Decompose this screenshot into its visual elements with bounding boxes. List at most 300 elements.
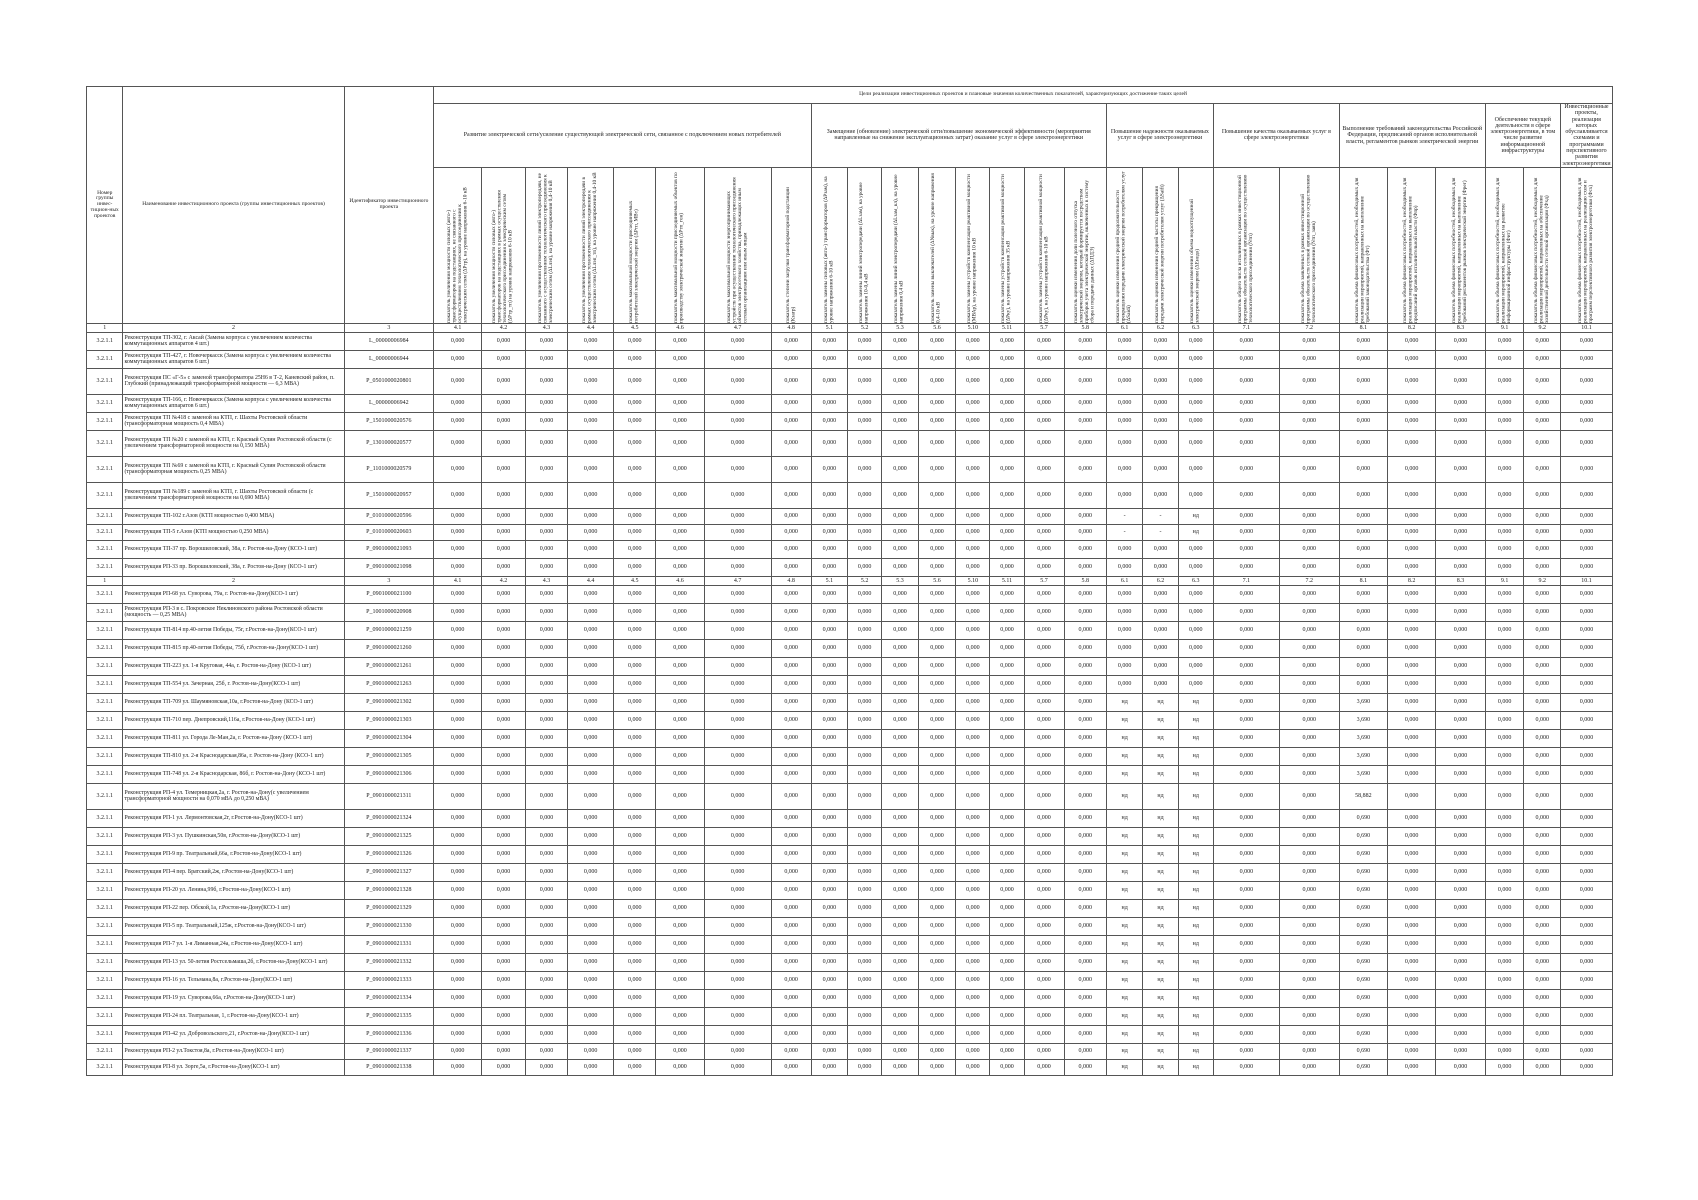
indicator-value-cell: 0,000	[1279, 508, 1339, 524]
indicator-value-cell: 0,000	[918, 729, 956, 747]
indicator-value-cell: 0,000	[1279, 657, 1339, 675]
indicator-value-cell: 0,000	[848, 394, 882, 412]
table-row	[87, 603, 1613, 621]
header-indicator-text: показатель объема финансовых потребностей, необходимых для реализации мероприятий, направленных на обеспечение хозяйственной деятельности сетевой организации (Фхд)	[1532, 177, 1550, 323]
table-row	[87, 368, 1613, 394]
indicator-value-cell: 0,000	[704, 693, 771, 711]
indicator-value-cell: 0,000	[1024, 412, 1064, 430]
indicator-value-cell: 0,000	[1213, 917, 1279, 935]
project-name-cell: Реконструкция ТП-810 ул. 2-я Краснодарская,86а, г. Ростов-на-Дону (КСО-1 шт)	[123, 747, 344, 765]
indicator-value-cell: 0,000	[1485, 1025, 1524, 1043]
indicator-value-cell: 0,000	[956, 1007, 990, 1025]
indicator-value-cell: 0,000	[1213, 971, 1279, 989]
indicator-value-cell: 0,000	[918, 971, 956, 989]
indicator-value-cell: 0,000	[1524, 350, 1560, 368]
indicator-value-cell: 0,000	[882, 809, 918, 827]
indicator-value-cell: 0,000	[771, 989, 811, 1007]
indicator-value-cell: 0,000	[614, 935, 656, 953]
indicator-value-cell: 0,000	[1485, 935, 1524, 953]
indicator-value-cell: 0,000	[1388, 412, 1436, 430]
project-name-cell: Реконструкция ТП №69 с заменой на КТП, г. Красный Сулин Ростовской области (трансформаторная мощность 0,25 МВА)	[123, 456, 344, 482]
project-name-cell: Реконструкция РП-68 ул. Суворова, 79а, г. Ростов-на-Дону(КСО-1 шт)	[123, 585, 344, 603]
header-indicator-text: показатель объема заявленных в рамках инвестиционной программы обязательств сетевой организации по осуществлению технологического присоединения (Nтп_заяв)	[1299, 174, 1318, 323]
indicator-value-cell: 0,000	[614, 953, 656, 971]
indicator-value-cell: 0,000	[1024, 430, 1064, 456]
indicator-value-cell: 0,000	[1106, 558, 1142, 576]
indicator-value-cell: 0,000	[1388, 657, 1436, 675]
indicator-value-cell: 0,000	[1436, 729, 1485, 747]
header-indicator-text: показатель замены силовых (авто-) трансформаторов (ΔPзам), на уровне напряжения 6-10 кВ	[822, 176, 835, 323]
indicator-value-cell: 0,000	[1388, 621, 1436, 639]
indicator-value-cell: 0,000	[1213, 332, 1279, 350]
project-id-cell: P_0901000021328	[344, 881, 433, 899]
indicator-value-cell: 0,000	[1213, 540, 1279, 558]
indicator-value-cell: 0,000	[811, 917, 847, 935]
indicator-value-cell: 0,000	[525, 585, 567, 603]
indicator-value-cell: 0,000	[1213, 863, 1279, 881]
indicator-value-cell: 0,000	[704, 332, 771, 350]
indicator-value-cell: 0,000	[1524, 827, 1560, 845]
indicator-value-cell: 0,000	[990, 935, 1024, 953]
indicator-value-cell: 0,000	[1485, 657, 1524, 675]
indicator-value-cell: 0,000	[848, 585, 882, 603]
project-name-cell: Реконструкция ТП-427, г. Новочеркасск (Замена корпуса с увеличением количества коммутационных аппаратов 6 шт.)	[123, 350, 344, 368]
indicator-value-cell: 0,000	[1524, 881, 1560, 899]
indicator-value-cell: 0,000	[1339, 508, 1387, 524]
header-indicator-text: показатель объема финансовых потребностей, необходимых для реализации мероприятий, направленных на выполнение требований регламентов рынков электрической энергии (Фрег)	[1451, 177, 1469, 323]
indicator-value-cell: 0,000	[1213, 621, 1279, 639]
indicator-value-cell: 0,000	[1388, 1025, 1436, 1043]
indicator-value-cell: 0,000	[525, 482, 567, 508]
indicator-value-cell: 0,000	[434, 899, 482, 917]
indicator-value-cell: 0,000	[525, 917, 567, 935]
project-id-cell: P_1001000020908	[344, 603, 433, 621]
indicator-value-cell: 0,000	[1279, 783, 1339, 809]
indicator-value-cell: 0,000	[848, 863, 882, 881]
column-number: 4.2	[482, 323, 526, 332]
indicator-value-cell: нд	[1143, 989, 1178, 1007]
indicator-value-cell: 0,000	[1485, 332, 1524, 350]
indicator-value-cell: 0,000	[882, 540, 918, 558]
indicator-value-cell: нд	[1178, 863, 1213, 881]
indicator-value-cell: нд	[1106, 845, 1142, 863]
table-row	[87, 350, 1613, 368]
group-number-cell: 3.2.1.1	[87, 639, 123, 657]
indicator-value-cell: 0,000	[1436, 845, 1485, 863]
indicator-value-cell: 0,000	[525, 558, 567, 576]
indicator-value-cell: 0,000	[704, 639, 771, 657]
indicator-value-cell: нд	[1143, 881, 1178, 899]
project-id-cell: 3	[344, 576, 433, 585]
indicator-value-cell: 0,000	[525, 1025, 567, 1043]
indicator-value-cell: 0,000	[1436, 711, 1485, 729]
indicator-value-cell: 0,000	[956, 845, 990, 863]
column-number: 5.8	[1064, 323, 1106, 332]
indicator-value-cell: 0,000	[1178, 456, 1213, 482]
indicator-value-cell: 0,000	[1388, 482, 1436, 508]
indicator-value-cell: 0,000	[704, 657, 771, 675]
indicator-value-cell: 0,000	[990, 657, 1024, 675]
indicator-value-cell: 0,000	[1143, 558, 1178, 576]
indicator-value-cell: 0,000	[704, 621, 771, 639]
indicator-value-cell: 0,000	[1106, 412, 1142, 430]
indicator-value-cell: 0,000	[1279, 639, 1339, 657]
column-number: 6.2	[1143, 323, 1178, 332]
header-indicator	[1524, 167, 1560, 323]
indicator-value-cell: 0,000	[525, 1043, 567, 1059]
indicator-value-cell: 0,000	[990, 693, 1024, 711]
header-indicator-text: показатель объема финансовых потребностей, необходимых для реализации мероприятий, направленных на выполнение предписаний органов исполнительной власти (Фпр)	[1402, 177, 1420, 323]
group-number-cell: 3.2.1.1	[87, 881, 123, 899]
indicator-value-cell: 0,000	[882, 482, 918, 508]
indicator-value-cell: 0,000	[1388, 332, 1436, 350]
indicator-value-cell: 0,000	[956, 747, 990, 765]
indicator-value-cell: 0,000	[525, 953, 567, 971]
indicator-value-cell: нд	[1178, 827, 1213, 845]
indicator-value-cell: 0,000	[1064, 989, 1106, 1007]
indicator-value-cell: 0,000	[990, 540, 1024, 558]
indicator-value-cell: 0,000	[656, 350, 704, 368]
indicator-value-cell: 0,000	[434, 863, 482, 881]
indicator-value-cell: 0,000	[990, 827, 1024, 845]
indicator-value-cell: 0,000	[1388, 1043, 1436, 1059]
indicator-value-cell: 0,000	[848, 711, 882, 729]
indicator-value-cell: 0,000	[1178, 332, 1213, 350]
project-id-cell: P_0901000021304	[344, 729, 433, 747]
header-indicator	[1436, 167, 1485, 323]
project-id-cell: P_0901000021331	[344, 935, 433, 953]
indicator-value-cell: 0,000	[704, 456, 771, 482]
indicator-value-cell: 0,000	[1388, 368, 1436, 394]
header-indicator	[525, 167, 567, 323]
indicator-value-cell: 0,000	[1024, 621, 1064, 639]
column-number: 4.3	[525, 323, 567, 332]
header-indicator	[1024, 167, 1064, 323]
indicator-value-cell: 0,000	[656, 603, 704, 621]
indicator-value-cell: 0,000	[568, 585, 614, 603]
indicator-value-cell: 0,000	[811, 765, 847, 783]
indicator-value-cell: 0,000	[1024, 508, 1064, 524]
indicator-value-cell: 0,000	[525, 863, 567, 881]
indicator-value-cell: 0,000	[811, 809, 847, 827]
indicator-value-cell: 0,000	[848, 1007, 882, 1025]
indicator-value-cell: 0,000	[1064, 657, 1106, 675]
indicator-value-cell: 0,000	[1388, 765, 1436, 783]
indicator-value-cell: нд	[1178, 953, 1213, 971]
indicator-value-cell: 0,000	[1436, 508, 1485, 524]
column-number: 4.1	[434, 323, 482, 332]
indicator-value-cell: 0,000	[811, 621, 847, 639]
indicator-value-cell: 0,000	[1106, 621, 1142, 639]
indicator-value-cell: 0,000	[568, 524, 614, 540]
group-number-cell: 3.2.1.1	[87, 621, 123, 639]
indicator-value-cell: 0,690	[1339, 989, 1387, 1007]
indicator-value-cell: 0,000	[1560, 350, 1612, 368]
indicator-value-cell: 0,000	[1064, 350, 1106, 368]
indicator-value-cell: 0,000	[1560, 809, 1612, 827]
indicator-value-cell: 0,000	[882, 508, 918, 524]
indicator-value-cell: 0,000	[882, 603, 918, 621]
indicator-value-cell: 0,000	[956, 350, 990, 368]
indicator-value-cell: 0,000	[1560, 603, 1612, 621]
indicator-value-cell: 0,000	[1064, 953, 1106, 971]
table-row	[87, 827, 1613, 845]
indicator-value-cell: 0,000	[1524, 989, 1560, 1007]
indicator-value-cell: 0,000	[956, 971, 990, 989]
indicator-value-cell: 0,000	[848, 1059, 882, 1075]
indicator-value-cell: 3,690	[1339, 747, 1387, 765]
indicator-value-cell: 0,000	[614, 809, 656, 827]
indicator-value-cell: 0,000	[918, 332, 956, 350]
indicator-value-cell: 4.3	[525, 576, 567, 585]
indicator-value-cell: 0,000	[882, 953, 918, 971]
indicator-value-cell: 0,000	[482, 711, 526, 729]
indicator-value-cell: 0,000	[614, 881, 656, 899]
header-indicator-text: показатель объема финансовых потребностей, необходимых для реализации мероприятий, направленных на реализацию схем и программ перспективного развития электроэнергетики (Фсх)	[1577, 177, 1595, 323]
indicator-value-cell: 0,000	[918, 585, 956, 603]
indicator-value-cell: 0,000	[918, 1059, 956, 1075]
indicator-value-cell: 0,000	[990, 430, 1024, 456]
project-name-cell: Реконструкция ТП-302, г. Аксай (Замена корпуса с увеличением количества коммутационных аппаратов 4 шт.)	[123, 332, 344, 350]
group-number-cell: 3.2.1.1	[87, 729, 123, 747]
indicator-value-cell: 0,000	[1388, 935, 1436, 953]
indicator-value-cell: 0,000	[704, 845, 771, 863]
indicator-value-cell: 0,000	[956, 639, 990, 657]
indicator-value-cell: 0,000	[656, 332, 704, 350]
indicator-value-cell: 0,000	[434, 729, 482, 747]
indicator-value-cell: 0,000	[1436, 639, 1485, 657]
indicator-value-cell: 0,000	[990, 711, 1024, 729]
indicator-value-cell: 0,000	[1178, 350, 1213, 368]
indicator-value-cell: 0,000	[882, 827, 918, 845]
indicator-value-cell: 0,000	[704, 412, 771, 430]
indicator-value-cell: 0,000	[1560, 729, 1612, 747]
indicator-value-cell: 0,000	[1388, 729, 1436, 747]
project-name-cell: Реконструкция ТП №20 с заменой на КТП, г. Красный Сулин Ростовской области (с увеличением трансформаторной мощности на 0,150 МВА)	[123, 430, 344, 456]
group-number-cell: 1	[87, 576, 123, 585]
header-goal-group: Инвестиционные проекты, реализация которых обуславливается схемами и программами перспективного развития электроэнергетики	[1562, 104, 1611, 167]
project-name-cell: Реконструкция РП-22 пер. Обской,1а, г.Ростов-на-Дону(КСО-1 шт)	[123, 899, 344, 917]
indicator-value-cell: 0,000	[1339, 621, 1387, 639]
header-indicator-text: показатель увеличения протяженности линий электропередачи в рамках осуществления технологического присоединения к электрическим сетям (ΔLлэп_тп), на уровне напряжения 0,4-10 кВ	[581, 172, 599, 323]
indicator-value-cell: 0,690	[1339, 1043, 1387, 1059]
project-name-cell: Реконструкция РП-5 пр. Театральный,125ж, г.Ростов-на-Дону(КСО-1 шт)	[123, 917, 344, 935]
indicator-value-cell: 0,000	[434, 1059, 482, 1075]
table-row	[87, 621, 1613, 639]
indicator-value-cell: нд	[1178, 1025, 1213, 1043]
indicator-value-cell: 0,000	[482, 368, 526, 394]
indicator-value-cell: нд	[1178, 917, 1213, 935]
indicator-value-cell: 0,000	[1064, 675, 1106, 693]
indicator-value-cell: 0,000	[568, 1025, 614, 1043]
table-row	[87, 1059, 1613, 1075]
indicator-value-cell: 0,000	[1524, 332, 1560, 350]
header-indicator-text: показатель объема финансовых потребностей, необходимых для реализации мероприятий, направленных на выполнение требований законодательства (Фт)	[1354, 177, 1372, 323]
indicator-value-cell: 0,000	[1279, 430, 1339, 456]
indicator-value-cell: 0,000	[1024, 1059, 1064, 1075]
indicator-value-cell: 0,000	[704, 524, 771, 540]
indicator-value-cell: 0,000	[956, 456, 990, 482]
project-id-cell: P_0901000021311	[344, 783, 433, 809]
header-goal-group: Замещение (обновление) электрической сети/повышение экономической эффективности (мероприятия направленные на снижение эксплуатационных затрат) оказание услуг в сфере электроэнергетики	[811, 104, 1106, 168]
indicator-value-cell: 0,000	[771, 863, 811, 881]
group-number-cell: 3.2.1.1	[87, 558, 123, 576]
indicator-value-cell: 0,000	[956, 953, 990, 971]
indicator-value-cell: 0,000	[568, 675, 614, 693]
indicator-value-cell: 0,000	[956, 585, 990, 603]
indicator-value-cell: 0,000	[704, 881, 771, 899]
indicator-value-cell: 0,000	[848, 989, 882, 1007]
indicator-value-cell: 9.1	[1485, 576, 1524, 585]
indicator-value-cell: 0,000	[1485, 747, 1524, 765]
indicator-value-cell: 0,000	[1485, 524, 1524, 540]
header-indicator	[1178, 167, 1213, 323]
indicator-value-cell: 0,000	[918, 863, 956, 881]
indicator-value-cell: 0,000	[1143, 540, 1178, 558]
indicator-value-cell: 0,000	[1560, 540, 1612, 558]
indicator-value-cell: 0,000	[568, 711, 614, 729]
indicator-value-cell: 0,000	[1485, 540, 1524, 558]
indicator-value-cell: 0,000	[990, 1043, 1024, 1059]
header-indicator-text: показатель общего числа исполненных в рамках инвестиционной программы обязательств сетевой организации по осуществлению технологического присоединения (Nтп)	[1237, 174, 1255, 323]
indicator-value-cell: 0,000	[848, 603, 882, 621]
project-name-cell: Реконструкция ТП-710 пер. Днепровский,116а, г.Ростов-на-Дону (КСО-1 шт)	[123, 711, 344, 729]
indicator-value-cell: 0,000	[482, 863, 526, 881]
indicator-value-cell: 0,000	[1024, 783, 1064, 809]
project-name-cell: Реконструкция ТП-748 ул. 2-я Краснодарская, 86б, г. Ростов-на-Дону (КСО-1 шт)	[123, 765, 344, 783]
project-name-cell: Реконструкция РП-42 ул. Добровольского,21, г.Ростов-на-Дону(КСО-1 шт)	[123, 1025, 344, 1043]
header-indicator-text: показатель увеличения мощности силовых (авто-) трансформаторов на подстанциях, не связанного с осуществлением технологического присоединения к электрическим сетям (ΔPтр), на уровне напряжения 6-10 кВ	[445, 187, 469, 323]
indicator-value-cell: 0,000	[525, 368, 567, 394]
indicator-value-cell: 0,000	[434, 827, 482, 845]
group-number-cell: 3.2.1.1	[87, 524, 123, 540]
indicator-value-cell: 0,000	[1524, 394, 1560, 412]
indicator-value-cell: 0,000	[811, 827, 847, 845]
indicator-value-cell: 0,000	[1106, 350, 1142, 368]
indicator-value-cell: 0,000	[1560, 585, 1612, 603]
indicator-value-cell: 0,000	[848, 558, 882, 576]
indicator-value-cell: 0,000	[1024, 368, 1064, 394]
indicator-value-cell: 0,000	[614, 394, 656, 412]
indicator-value-cell: 0,000	[1436, 783, 1485, 809]
indicator-value-cell: 0,000	[771, 711, 811, 729]
group-number-cell: 3.2.1.1	[87, 845, 123, 863]
indicator-value-cell: 0,000	[1560, 675, 1612, 693]
indicator-value-cell: 0,000	[1279, 693, 1339, 711]
indicator-value-cell: 0,000	[614, 971, 656, 989]
group-number-cell: 3.2.1.1	[87, 1007, 123, 1025]
indicator-value-cell: 0,000	[1279, 711, 1339, 729]
indicator-value-cell: 0,000	[482, 540, 526, 558]
indicator-value-cell: 0,690	[1339, 899, 1387, 917]
project-id-cell: P_0901000021330	[344, 917, 433, 935]
indicator-value-cell: нд	[1106, 827, 1142, 845]
indicator-value-cell: 0,000	[434, 524, 482, 540]
indicator-value-cell: 0,000	[1524, 524, 1560, 540]
indicator-value-cell: 0,000	[882, 783, 918, 809]
indicator-value-cell: 0,000	[1388, 430, 1436, 456]
indicator-value-cell: 0,000	[1064, 747, 1106, 765]
indicator-value-cell: 0,000	[1024, 1043, 1064, 1059]
indicator-value-cell: 6.3	[1178, 576, 1213, 585]
project-id-cell: P_0901000021333	[344, 971, 433, 989]
indicator-value-cell: 0,000	[704, 585, 771, 603]
indicator-value-cell: нд	[1143, 827, 1178, 845]
indicator-value-cell: 0,000	[656, 621, 704, 639]
indicator-value-cell: 4.2	[482, 576, 526, 585]
indicator-value-cell: 0,000	[525, 827, 567, 845]
header-indicator	[918, 167, 956, 323]
group-number-cell: 3.2.1.1	[87, 971, 123, 989]
indicator-value-cell: 0,000	[1388, 747, 1436, 765]
indicator-value-cell: 0,000	[1485, 827, 1524, 845]
indicator-value-cell: 0,000	[918, 639, 956, 657]
indicator-value-cell: 0,000	[656, 456, 704, 482]
indicator-value-cell: 0,000	[1524, 693, 1560, 711]
indicator-value-cell: 0,000	[1388, 508, 1436, 524]
project-id-cell: P_0101000020596	[344, 508, 433, 524]
indicator-value-cell: 0,000	[848, 693, 882, 711]
indicator-value-cell: 0,000	[1024, 558, 1064, 576]
indicator-value-cell: 0,000	[1524, 558, 1560, 576]
indicator-value-cell: 0,000	[811, 430, 847, 456]
indicator-value-cell: 0,000	[568, 540, 614, 558]
indicator-value-cell: 0,000	[1485, 394, 1524, 412]
project-name-cell: Реконструкция ТП-814 пр.40-летия Победы, 75г, г.Ростов-на-Дону(КСО-1 шт)	[123, 621, 344, 639]
indicator-value-cell: 0,000	[482, 809, 526, 827]
indicator-value-cell: 0,000	[1485, 558, 1524, 576]
indicator-value-cell: 0,000	[956, 863, 990, 881]
indicator-value-cell: 0,000	[482, 747, 526, 765]
indicator-value-cell: 0,000	[1560, 1043, 1612, 1059]
header-indicator-text: показатель увеличения протяженности линий электропередачи, не связанного с осуществлением технологического присоединения к электрическим сетям (ΔLлэп), на уровне напряжения 0,4-10 кВ	[537, 172, 555, 323]
indicator-value-cell: 0,000	[848, 845, 882, 863]
indicator-value-cell: -	[1143, 508, 1178, 524]
indicator-value-cell: 0,000	[918, 524, 956, 540]
indicator-value-cell: 0,000	[848, 412, 882, 430]
indicator-value-cell: 5.11	[990, 576, 1024, 585]
indicator-value-cell: 0,000	[482, 456, 526, 482]
indicator-value-cell: 0,000	[1524, 540, 1560, 558]
indicator-value-cell: 0,000	[882, 332, 918, 350]
indicator-value-cell: 0,000	[1524, 508, 1560, 524]
project-id-cell: P_0901000021263	[344, 675, 433, 693]
indicator-value-cell: нд	[1178, 809, 1213, 827]
project-name-cell: Реконструкция РП-2 ул.Токстоя,8а, г.Ростов-на-Дону(КСО-1 шт)	[123, 1043, 344, 1059]
indicator-value-cell: 0,000	[1388, 827, 1436, 845]
header-indicator	[1339, 167, 1387, 323]
project-id-cell: P_1501000020957	[344, 482, 433, 508]
indicator-value-cell: 0,000	[1436, 1059, 1485, 1075]
indicator-value-cell: 0,000	[918, 508, 956, 524]
indicator-value-cell: 0,000	[1143, 350, 1178, 368]
indicator-value-cell: 0,000	[1560, 1059, 1612, 1075]
indicator-value-cell: 0,000	[1178, 621, 1213, 639]
table-row	[87, 524, 1613, 540]
indicators-table	[86, 86, 1613, 1076]
indicator-value-cell: 0,000	[990, 508, 1024, 524]
indicator-value-cell: 0,000	[1106, 456, 1142, 482]
indicator-value-cell: 0,000	[771, 524, 811, 540]
indicator-value-cell: 0,000	[1436, 412, 1485, 430]
indicator-value-cell: 0,000	[771, 430, 811, 456]
indicator-value-cell: 0,000	[1560, 639, 1612, 657]
indicator-value-cell: 0,000	[918, 540, 956, 558]
indicator-value-cell: 0,000	[1279, 540, 1339, 558]
indicator-value-cell: 0,000	[1106, 482, 1142, 508]
indicator-value-cell: 0,000	[882, 935, 918, 953]
indicator-value-cell: 0,000	[848, 368, 882, 394]
